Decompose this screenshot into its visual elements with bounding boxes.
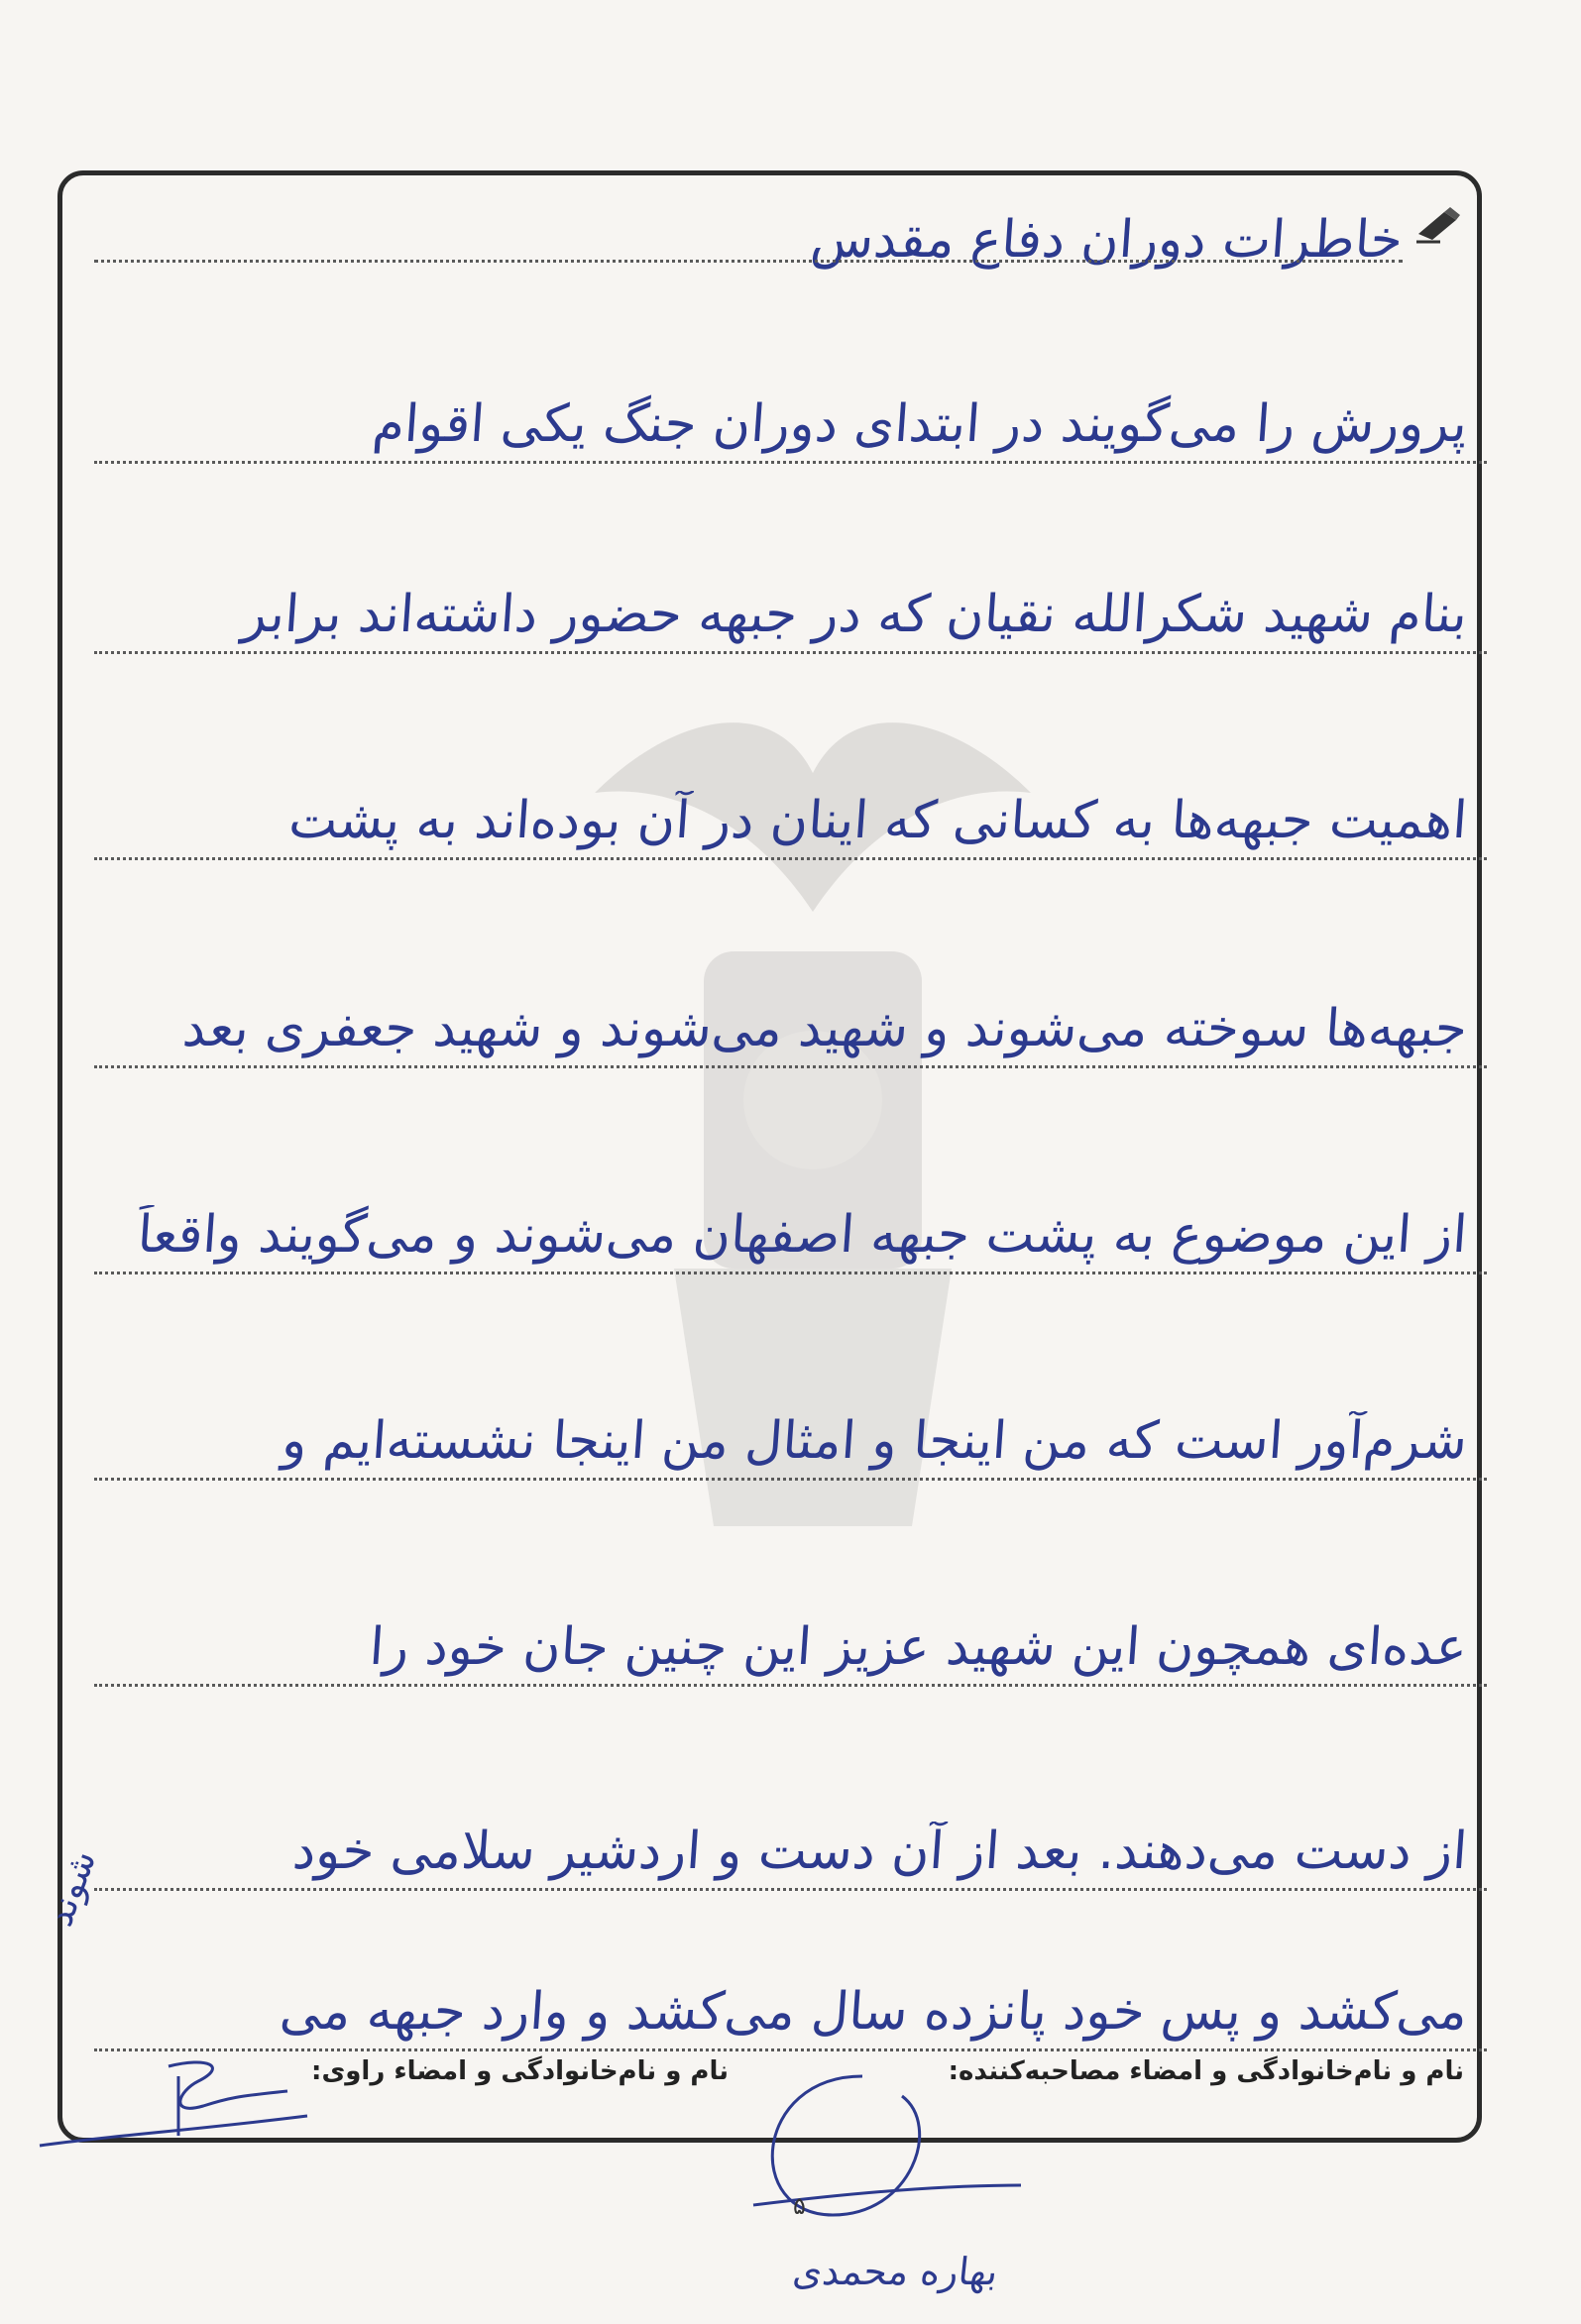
text-line (94, 1903, 1487, 2051)
dotted-rule (94, 1684, 1487, 1687)
narrator-signature (30, 2037, 327, 2165)
handwritten-line: اهمیت جبهه‌ها به کسانی که اینان در آن بوده‌اند به پشت (286, 791, 1470, 850)
dotted-rule (94, 857, 1487, 860)
writing-hand-icon (1414, 204, 1464, 244)
handwritten-line: پرورش را می‌گویند در ابتدای دوران جنگ یکی اقوام (370, 394, 1470, 454)
dotted-rule (94, 461, 1487, 464)
margin-note: شوند (40, 1844, 105, 1933)
text-line (94, 1538, 1487, 1687)
narrator-label: نام و نام‌خانوادگی و امضاء راوی: (311, 2056, 729, 2086)
dotted-rule (94, 651, 1487, 654)
handwritten-line: عده‌ای همچون این شهید عزیز این چنین جان خود را (367, 1617, 1470, 1677)
text-line (94, 505, 1487, 654)
interviewer-signature (714, 2066, 1031, 2235)
handwritten-line: از دست می‌دهند. بعد از آن دست و اردشیر سلامی خود (290, 1822, 1470, 1881)
interviewer-label: نام و نام‌خانوادگی و امضاء مصاحبه‌کننده: (948, 2056, 1464, 2086)
handwritten-line: از این موضوع به پشت جبهه اصفهان می‌شوند و می‌گویند واقعاً (135, 1205, 1470, 1265)
dotted-rule (94, 1065, 1487, 1068)
text-line (94, 712, 1487, 860)
text-line (94, 920, 1487, 1068)
text-line (94, 1742, 1487, 1891)
handwritten-line: می‌کشد و پس خود پانزده سال می‌کشد و وارد جبهه می‌ (278, 1982, 1470, 2042)
handwritten-line: شرم‌آور است که من اینجا و امثال من اینجا نشسته‌ایم و (280, 1411, 1470, 1471)
text-line (94, 1332, 1487, 1481)
document-title: خاطرات دوران دفاع مقدس (809, 210, 1406, 270)
dotted-rule (94, 1888, 1487, 1891)
handwritten-name: بهاره محمدی (790, 2250, 1000, 2293)
handwritten-line: بنام شهید شکرالله نقیان که در جبهه حضور داشته‌اند برابر (240, 585, 1470, 644)
text-line (94, 315, 1487, 464)
dotted-rule (94, 1272, 1487, 1274)
dotted-rule (94, 1478, 1487, 1481)
handwritten-line: جبهه‌ها سوخته می‌شوند و شهید می‌شوند و شهید جعفری بعد (180, 999, 1470, 1058)
page-number: ۵ (793, 2192, 806, 2220)
title-dotted-line (94, 260, 1403, 263)
text-line (94, 1126, 1487, 1274)
